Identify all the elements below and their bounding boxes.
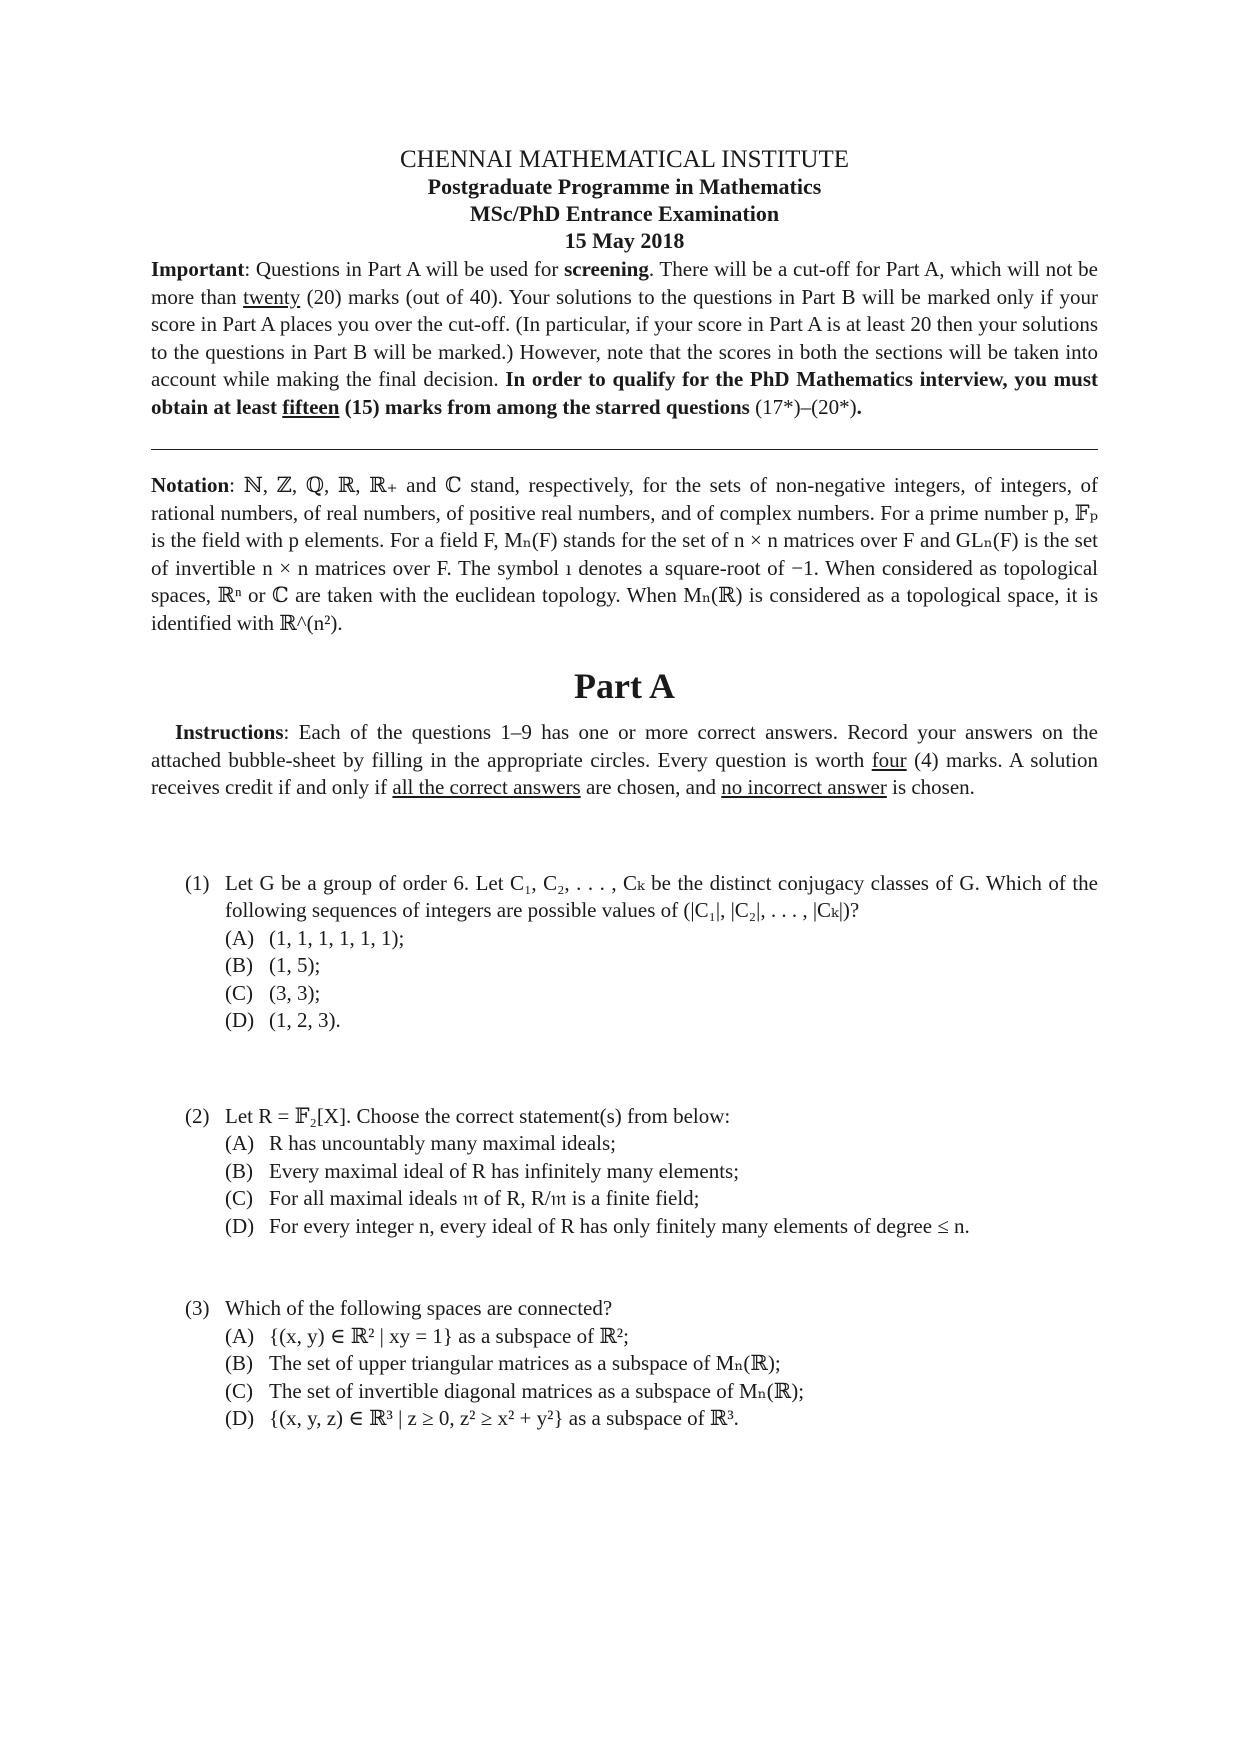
exam-header	[151, 146, 1098, 254]
option-text: Every maximal ideal of R has infinitely many elements;	[269, 1158, 740, 1183]
qualify-text-2: (15) marks from among the starred questions	[339, 394, 756, 419]
option-label: (A)	[225, 1323, 255, 1348]
option-label: (D)	[225, 1406, 255, 1430]
important-text-3: (20) marks (out of 40). Your solutions to the questions in Part B will be marked only if your score in Part A places you over the cut-off. (In particular, if your score in Part A is at least 20 then your solutions to the questions in Part B will be marked.) However, note that the scores in both the sections will be taken into account while making the final decision.	[151, 284, 1098, 391]
important-text-2: . There will be a cut-off for Part A, which will not be more than	[151, 257, 1098, 309]
option-label: (C)	[225, 980, 253, 1005]
option-text: (1, 2, 3).	[269, 1008, 341, 1032]
question-number: (1)	[185, 870, 210, 895]
option-label: (C)	[225, 1378, 253, 1403]
option-d	[225, 1007, 1098, 1035]
option-label: (A)	[225, 1131, 255, 1155]
instructions-text-2: (4) marks. A solution receives credit if and only if	[151, 747, 1098, 799]
qualify-text-1: In order to qualify for the PhD Mathematics interview, you must obtain at least	[151, 367, 1098, 419]
no-incorrect-phrase: no incorrect answer	[721, 775, 887, 799]
section-divider	[151, 449, 1098, 450]
important-end: .	[856, 394, 862, 419]
option-c	[225, 1185, 1098, 1213]
four-word: four	[871, 747, 907, 772]
part-a-title: Part A	[574, 666, 675, 706]
fifteen-word: fifteen	[282, 394, 340, 419]
important-text-1: : Questions in Part A will be used for	[244, 257, 565, 281]
option-label: (B)	[225, 953, 253, 977]
notation-label: Notation	[151, 473, 230, 497]
option-text: (1, 5);	[269, 953, 321, 977]
option-a	[225, 1323, 1098, 1351]
question-stem: Which of the following spaces are connected?	[225, 1296, 613, 1320]
instructions-label: Instructions	[175, 720, 284, 744]
option-text: R has uncountably many maximal ideals;	[269, 1131, 617, 1155]
question-number: (2)	[185, 1103, 210, 1128]
institute-name: CHENNAI MATHEMATICAL INSTITUTE	[399, 146, 850, 173]
option-text: The set of invertible diagonal matrices as a subspace of Mₙ(ℝ);	[269, 1378, 805, 1403]
notation-text: : ℕ, ℤ, ℚ, ℝ, ℝ₊ and ℂ stand, respectively, for the sets of non-negative integers, of integers, of rational numbers, of real numbers, of positive real numbers, and of complex numbers. For a prime number p, 𝔽ₚ is the field with p elements. For a field F, Mₙ(F) stands for the set of n × n matrices over F and GLₙ(F) is the set of invertible n × n matrices over F. The symbol ı denotes a square-root of −1. When considered as topological spaces, ℝⁿ or ℂ are taken with the euclidean topology. When Mₙ(ℝ) is considered as a topological space, it is identified with ℝ^(n²).	[151, 473, 1098, 635]
instructions-paragraph	[151, 719, 1098, 802]
option-b	[225, 952, 1098, 980]
option-label: (D)	[225, 1213, 255, 1238]
question-2	[185, 1103, 1098, 1241]
option-a	[225, 1130, 1098, 1158]
notation-paragraph	[151, 472, 1098, 637]
option-text: For all maximal ideals 𝔪 of R, R/𝔪 is a finite field;	[269, 1186, 700, 1210]
option-c	[225, 1378, 1098, 1406]
option-label: (B)	[225, 1351, 253, 1375]
question-stem: Let G be a group of order 6. Let C₁, C₂, . . . , Cₖ be the distinct conjugacy classes of G. Which of the following sequences of integers are possible values of (|C₁|, |C₂|, . . . , |Cₖ|)?	[225, 870, 1098, 922]
option-d	[225, 1213, 1098, 1241]
option-label: (A)	[225, 925, 255, 950]
all-correct-phrase: all the correct answers	[392, 775, 581, 799]
question-number: (3)	[185, 1296, 210, 1320]
option-b	[225, 1158, 1098, 1186]
option-d	[225, 1405, 1098, 1433]
starred-range: (17*)–(20*)	[755, 394, 857, 419]
option-text: {(x, y, z) ∈ ℝ³ | z ≥ 0, z² ≥ x² + y²} as a subspace of ℝ³.	[269, 1406, 739, 1430]
option-text: (1, 1, 1, 1, 1, 1);	[269, 925, 405, 950]
option-b	[225, 1350, 1098, 1378]
exam-date: 15 May 2018	[564, 228, 685, 253]
instructions-text-1: : Each of the questions 1–9 has one or more correct answers. Record your answers on the attached bubble-sheet by filling in the appropriate circles. Every question is worth	[151, 720, 1098, 772]
screening-word: screening	[564, 257, 649, 281]
instructions-text-4: is chosen.	[886, 775, 975, 799]
option-c	[225, 980, 1098, 1008]
option-a	[225, 925, 1098, 953]
option-text: (3, 3);	[269, 980, 321, 1005]
option-text: The set of upper triangular matrices as a subspace of Mₙ(ℝ);	[269, 1351, 781, 1375]
exam-page	[151, 146, 1098, 1433]
important-label: Important	[151, 257, 245, 281]
programme-name: Postgraduate Programme in Mathematics	[427, 174, 822, 199]
question-3	[185, 1295, 1098, 1433]
instructions-text-3: are chosen, and	[580, 775, 722, 799]
exam-name: MSc/PhD Entrance Examination	[469, 201, 780, 226]
twenty-word: twenty	[243, 284, 301, 309]
option-label: (B)	[225, 1158, 253, 1183]
option-text: {(x, y) ∈ ℝ² | xy = 1} as a subspace of ℝ²;	[269, 1323, 629, 1348]
option-label: (C)	[225, 1186, 253, 1210]
option-label: (D)	[225, 1008, 255, 1032]
important-paragraph	[151, 256, 1098, 421]
question-stem: Let R = 𝔽₂[X]. Choose the correct statement(s) from below:	[225, 1103, 731, 1128]
question-1	[185, 870, 1098, 1035]
option-text: For every integer n, every ideal of R has only finitely many elements of degree ≤ n.	[269, 1213, 970, 1238]
